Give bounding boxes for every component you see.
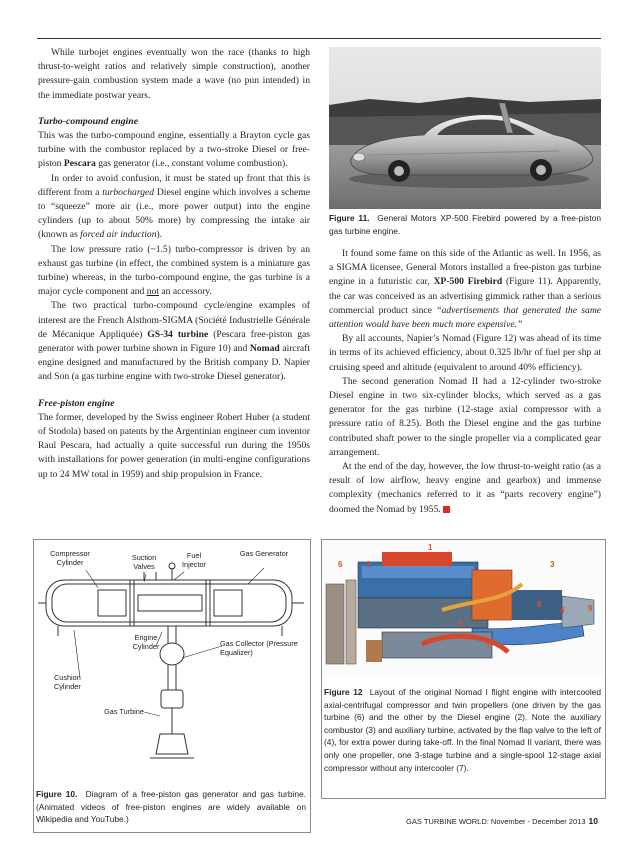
page-footer <box>406 816 598 826</box>
callout-1: 1 <box>428 543 433 552</box>
callout-5: 5 <box>459 620 464 629</box>
left-column <box>38 46 310 482</box>
footer-publication: GAS TURBINE WORLD: November - December 2013 <box>406 817 586 826</box>
intro-paragraph: While turbojet engines eventually won the race (thanks to high thrust-to-weight ratios and relatively simple construction), another pressure-gain combustion system made a wave (no pun intended) in the immediate postwar years. <box>38 47 310 101</box>
label-compressor-cylinder: Compressor Cylinder <box>50 549 90 567</box>
turbo-compound-heading: Turbo-compound engine <box>38 115 139 127</box>
figure-12-box <box>321 539 606 799</box>
callout-7: 7 <box>486 642 491 651</box>
right-paragraph-4: At the end of the day, however, the low thrust-to-weight ratio (as a result of low airflow, heavy engine and gearbox) and immense complexity (mechanics referred to it as “parts recovery engine”) doomed the Nomad by 1955. <box>329 461 601 515</box>
label-gas-generator: Gas Generator <box>239 549 289 558</box>
right-paragraph-3: The second generation Nomad II had a 12-cylinder two-stroke Diesel engine in two six-cylinder blocks, which served as a gas generator for the gas turbine (12-stage axial compressor with a pressure ratio of 8.25). Both the Diesel engine and the gas turbine contributed shaft power to the single propeller via a complicated gear arrangement. <box>329 375 601 458</box>
top-rule <box>37 38 601 39</box>
turbo-paragraph-3: The low pressure ratio (~1.5) turbo-compressor is driven by an exhaust gas turbine (in effect, the combined system is a miniature gas turbine) whereas, in the turbo-compound engine, the gas turbine is a major cycle component and not an accessory. <box>38 243 310 298</box>
label-gas-turbine: Gas Turbine <box>104 707 144 716</box>
label-fuel-injector: Fuel Injector <box>182 551 206 569</box>
figure-12-caption: Figure 12 Layout of the original Nomad I flight engine with intercooled axial-centrifugal compressor and twin propellers (one driven by the gas turbine (6) and the other by the Diesel engine (2). Note the auxiliary combustor (3) and auxiliary turbine, activated by the flap valve to the left of (4), for extra power during take-off. In the final Nomad II variant, there was only one propeller, one 3-stage turbine and a single-spool 12-stage axial compressor without any intercooler (7). <box>324 687 601 773</box>
label-cushion-cylinder: Cushion Cylinder <box>54 673 81 691</box>
free-piston-diagram <box>34 540 310 780</box>
figure-10-caption: Figure 10. Diagram of a free-piston gas generator and gas turbine. (Animated videos of free-piston engines are widely available on Wikipedia and YouTube.) <box>36 789 307 825</box>
label-engine-cylinder: Engine Cylinder <box>132 633 160 651</box>
page-number: 10 <box>588 816 598 826</box>
callout-3: 3 <box>550 560 555 569</box>
free-piston-paragraph: The former, developed by the Swiss engineer Robert Huber (a student of Stodola) based on patents by the Argentinian engineer cum inventor Raul Pescara, had actually a quite successful run during the 1950s with installations for power generation (in multi-engine configurations up to 24 MW total in 1959) and ship propulsion in France. <box>38 411 310 480</box>
callout-6: 6 <box>338 560 343 569</box>
figure-11-photo <box>329 47 601 209</box>
right-column <box>329 247 601 517</box>
firebird-car-image <box>329 47 601 209</box>
figure-10-box <box>33 539 311 833</box>
free-piston-heading: Free-piston engine <box>38 397 115 409</box>
callout-9: 9 <box>588 604 593 613</box>
figure-11-caption: Figure 11. General Motors XP-500 Firebird powered by a free-piston gas turbine engine. <box>329 213 602 236</box>
label-gas-collector: Gas Collector (Pressure Equalizer) <box>220 639 298 657</box>
callout-2: 2 <box>366 560 371 569</box>
turbo-paragraph-1: This was the turbo-compound engine, essentially a Brayton cycle gas turbine with the combustor replaced by a two-stroke Diesel or free-piston Pescara gas generator (i.e., constant volume combustion). <box>38 130 310 170</box>
right-paragraph-1: It found some fame on this side of the Atlantic as well. In 1956, as a SIGMA licensee, General Motors installed a free-piston gas turbine engine in a futuristic car, XP-500 Firebird (Figure 11). Apparently, the car was conceived as an advertising gimmick rather than a serious commercial product since “advertisements that generated the same attention would have been much more expensive.” <box>329 248 602 331</box>
label-suction-valves: Suction Valves <box>131 553 157 571</box>
callout-4: 4 <box>560 606 565 615</box>
callout-8: 8 <box>537 600 542 609</box>
turbo-paragraph-4: The two practical turbo-compound cycle/engine examples of interest are the French Alsthom-SIGMA (Société Industrielle Générale de Mécanique Appliquée) GS-34 turbine (Pescara free-piston gas generator with power turbine shown in Figure 10) and Nomad aircraft engine designed and manufactured by the British company D. Napier and Son (a gas turbine engine with two-stroke Diesel generator). <box>38 300 311 383</box>
end-mark-icon <box>443 506 450 513</box>
turbo-paragraph-2: In order to avoid confusion, it must be stated up front that this is different from a turbocharged Diesel engine which involves a scheme to “squeeze” more air (i.e., more power output) into the engine cylinders (up to about 50% more) by compressing the intake air (known as forced air induction). <box>38 172 310 241</box>
right-paragraph-2: By all accounts, Napier’s Nomad (Figure 12) was ahead of its time in terms of its achieved efficiency, about 0.325 lb/hr of fuel per shp at cruising speed and altitude (equivalent to around 40% efficiency). <box>329 333 601 373</box>
